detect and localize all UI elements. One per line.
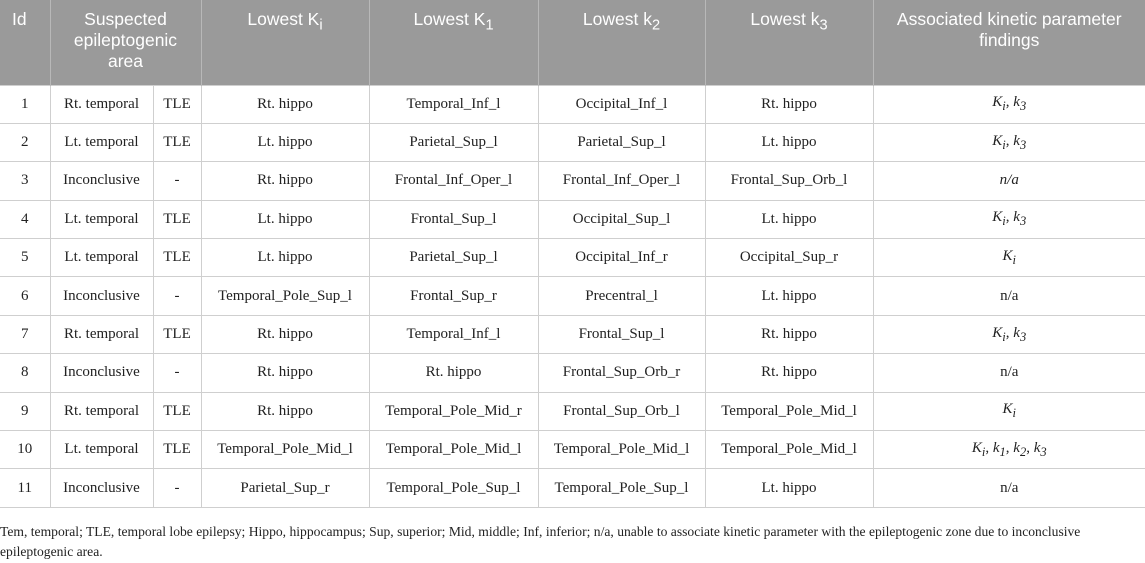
cell-k3: Lt. hippo: [705, 469, 873, 507]
cell-k3: Occipital_Sup_r: [705, 239, 873, 277]
cell-k2: Occipital_Inf_r: [538, 239, 705, 277]
cell-k1: Temporal_Pole_Mid_r: [369, 392, 538, 430]
cell-type: TLE: [153, 85, 201, 123]
cell-k1: Frontal_Inf_Oper_l: [369, 162, 538, 200]
cell-area: Rt. temporal: [50, 85, 153, 123]
cell-ki: Rt. hippo: [201, 354, 369, 392]
cell-assoc: n/a: [873, 277, 1145, 315]
cell-assoc: $K_i$: [873, 239, 1145, 277]
cell-ki: Rt. hippo: [201, 392, 369, 430]
cell-id: 5: [0, 239, 50, 277]
cell-k2: Temporal_Pole_Mid_l: [538, 431, 705, 469]
table-body: [0, 85, 1145, 507]
cell-assoc: n/a: [873, 469, 1145, 507]
cell-k1: Temporal_Pole_Mid_l: [369, 431, 538, 469]
cell-k3: Frontal_Sup_Orb_l: [705, 162, 873, 200]
cell-k3: Rt. hippo: [705, 354, 873, 392]
cell-type: TLE: [153, 431, 201, 469]
cell-assoc: $K_i$, $k_3$: [873, 123, 1145, 161]
table-row: [0, 200, 1145, 238]
cell-k3: Rt. hippo: [705, 315, 873, 353]
cell-area: Inconclusive: [50, 162, 153, 200]
cell-ki: Lt. hippo: [201, 200, 369, 238]
cell-k2: Temporal_Pole_Sup_l: [538, 469, 705, 507]
cell-id: 9: [0, 392, 50, 430]
cell-type: -: [153, 469, 201, 507]
cell-id: 1: [0, 85, 50, 123]
header-suspected-area: Suspected epileptogenic area: [50, 0, 201, 85]
cell-ki: Rt. hippo: [201, 85, 369, 123]
cell-k2: Parietal_Sup_l: [538, 123, 705, 161]
cell-k2: Frontal_Sup_l: [538, 315, 705, 353]
cell-area: Lt. temporal: [50, 431, 153, 469]
cell-type: TLE: [153, 123, 201, 161]
cell-k2: Frontal_Sup_Orb_l: [538, 392, 705, 430]
header-lowest-k3: Lowest $k_3$: [705, 0, 873, 85]
cell-area: Lt. temporal: [50, 200, 153, 238]
cell-k1: Temporal_Inf_l: [369, 85, 538, 123]
cell-type: TLE: [153, 392, 201, 430]
cell-k1: Parietal_Sup_l: [369, 239, 538, 277]
cell-type: -: [153, 354, 201, 392]
cell-area: Inconclusive: [50, 277, 153, 315]
header-row: [0, 0, 1145, 85]
header-associated-findings: Associated kinetic parameter findings: [873, 0, 1145, 85]
cell-k2: Precentral_l: [538, 277, 705, 315]
cell-area: Rt. temporal: [50, 392, 153, 430]
cell-ki: Rt. hippo: [201, 315, 369, 353]
cell-k1: Temporal_Inf_l: [369, 315, 538, 353]
cell-type: TLE: [153, 200, 201, 238]
cell-k1: Parietal_Sup_l: [369, 123, 538, 161]
cell-k3: Lt. hippo: [705, 200, 873, 238]
table-row: [0, 277, 1145, 315]
cell-area: Rt. temporal: [50, 315, 153, 353]
cell-type: TLE: [153, 315, 201, 353]
cell-id: 8: [0, 354, 50, 392]
cell-ki: Temporal_Pole_Mid_l: [201, 431, 369, 469]
cell-assoc: $K_i$, $k_3$: [873, 85, 1145, 123]
cell-k3: Rt. hippo: [705, 85, 873, 123]
cell-area: Inconclusive: [50, 354, 153, 392]
table-row: [0, 85, 1145, 123]
cell-k1: Rt. hippo: [369, 354, 538, 392]
cell-ki: Temporal_Pole_Sup_l: [201, 277, 369, 315]
cell-assoc: $K_i$, $k_1$, $k_2$, $k_3$: [873, 431, 1145, 469]
cell-id: 10: [0, 431, 50, 469]
cell-k1: Frontal_Sup_r: [369, 277, 538, 315]
cell-id: 6: [0, 277, 50, 315]
table-row: [0, 162, 1145, 200]
cell-type: TLE: [153, 239, 201, 277]
cell-ki: Lt. hippo: [201, 239, 369, 277]
table-row: [0, 354, 1145, 392]
table-row: [0, 431, 1145, 469]
cell-k1: Temporal_Pole_Sup_l: [369, 469, 538, 507]
table-footnote: Tem, temporal; TLE, temporal lobe epilepsy; Hippo, hippocampus; Sup, superior; Mid, middle; Inf, inferior; n/a, unable to associate kinetic parameter with the epileptogenic zone due to inconclusive epileptogenic area.: [0, 524, 1081, 559]
cell-k2: Occipital_Inf_l: [538, 85, 705, 123]
cell-k2: Frontal_Inf_Oper_l: [538, 162, 705, 200]
cell-k3: Temporal_Pole_Mid_l: [705, 431, 873, 469]
table-row: [0, 315, 1145, 353]
table-row: [0, 123, 1145, 161]
cell-type: -: [153, 277, 201, 315]
header-id: Id: [0, 0, 50, 85]
cell-k2: Frontal_Sup_Orb_r: [538, 354, 705, 392]
cell-k3: Lt. hippo: [705, 123, 873, 161]
header-lowest-k2: Lowest $k_2$: [538, 0, 705, 85]
cell-ki: Lt. hippo: [201, 123, 369, 161]
cell-ki: Parietal_Sup_r: [201, 469, 369, 507]
cell-assoc: n/a: [873, 354, 1145, 392]
cell-k1: Frontal_Sup_l: [369, 200, 538, 238]
cell-id: 7: [0, 315, 50, 353]
cell-assoc: n/a: [873, 162, 1145, 200]
cell-assoc: $K_i$: [873, 392, 1145, 430]
table-row: [0, 239, 1145, 277]
cell-assoc: $K_i$, $k_3$: [873, 315, 1145, 353]
cell-id: 4: [0, 200, 50, 238]
cell-k2: Occipital_Sup_l: [538, 200, 705, 238]
cell-type: -: [153, 162, 201, 200]
cell-area: Lt. temporal: [50, 123, 153, 161]
cell-area: Inconclusive: [50, 469, 153, 507]
cell-area: Lt. temporal: [50, 239, 153, 277]
cell-k3: Temporal_Pole_Mid_l: [705, 392, 873, 430]
cell-assoc: $K_i$, $k_3$: [873, 200, 1145, 238]
cell-id: 3: [0, 162, 50, 200]
cell-id: 2: [0, 123, 50, 161]
header-lowest-k1: Lowest $K_1$: [369, 0, 538, 85]
table-row: [0, 469, 1145, 507]
table-row: [0, 392, 1145, 430]
cell-k3: Lt. hippo: [705, 277, 873, 315]
cell-ki: Rt. hippo: [201, 162, 369, 200]
header-lowest-ki: Lowest $K_i$: [201, 0, 369, 85]
cell-id: 11: [0, 469, 50, 507]
